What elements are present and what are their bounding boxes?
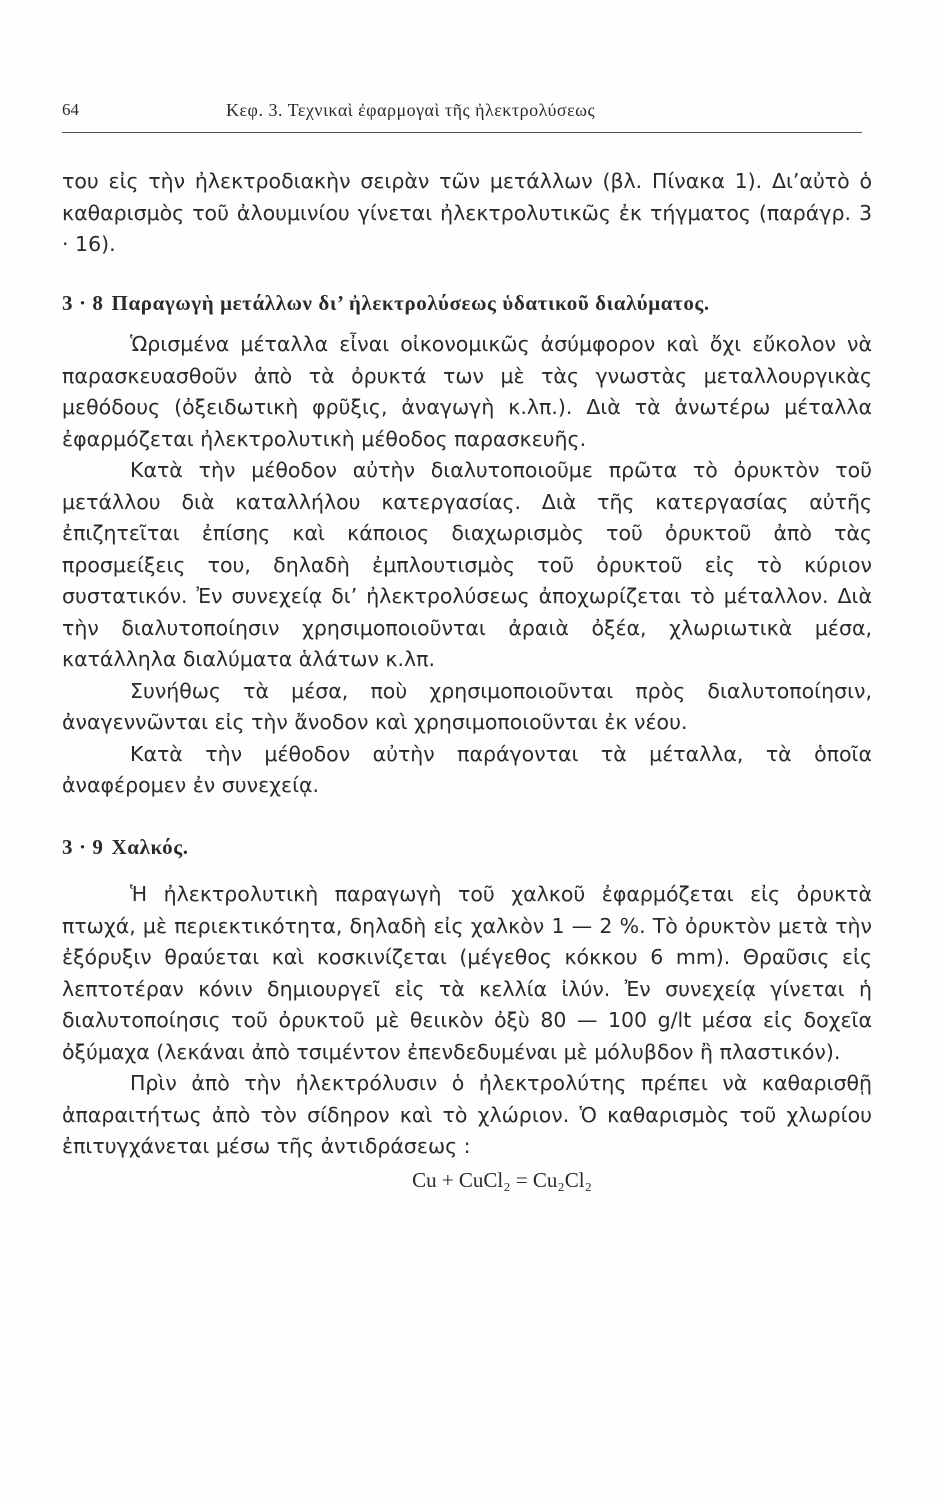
paragraph: Κατὰ τὴν μέθοδον αὐτὴν παράγονται τὰ μέταλλα, τὰ ὁποῖα ἀναφέρομεν ἐν συνεχείᾳ. bbox=[62, 741, 872, 797]
section-title: Χαλκός. bbox=[111, 834, 189, 859]
chemical-equation: Cu + CuCl₂ = Cu₂Cl₂ bbox=[412, 1167, 592, 1192]
page-number: 64 bbox=[62, 100, 79, 119]
section-number: 3 · 9 bbox=[62, 834, 104, 859]
section-title: Παραγωγὴ μετάλλων δι’ ἠλεκτρολύσεως ὑδατικοῦ διαλύματος. bbox=[111, 290, 710, 315]
running-header bbox=[62, 96, 862, 133]
paragraph: Κατὰ τὴν μέθοδον αὐτὴν διαλυτοποιοῦμε πρῶτα τὸ ὀρυκτὸν τοῦ μετάλλου διὰ καταλλήλου κατεργασίας. Διὰ τῆς κατεργασίας αὐτῆς ἐπιζητεῖται ἐπίσης καὶ κάποιος διαχωρισμὸς τοῦ ὀρυκτοῦ ἀπὸ τὰς προσμείξεις του, δηλαδὴ ἐμπλουτισμὸς τοῦ ὀρυκτοῦ εἰς τὸ κύριον συστατικόν. Ἐν συνεχείᾳ δι’ ἠλεκτρολύσεως ἀποχωρίζεται τὸ μέταλλον. Διὰ τὴν διαλυτοποίησιν χρησιμοποιοῦνται ἀραιὰ ὀξέα, χλωριωτικὰ μέσα, κατάλληλα διαλύματα ἁλάτων κ.λπ. bbox=[62, 458, 872, 671]
paragraph: Ἡ ἠλεκτρολυτικὴ παραγωγὴ τοῦ χαλκοῦ ἐφαρμόζεται εἰς ὀρυκτὰ πτωχά, μὲ περιεκτικότητα, δηλαδὴ εἰς χαλκὸν 1 — 2 %. Τὸ ὀρυκτὸν μετὰ τὴν ἐξόρυξιν θραύεται καὶ κοσκινίζεται (μέγεθος κόκκου 6 mm). Θραῦσις εἰς λεπτοτέραν κόνιν δημιουργεῖ εἰς τὰ κελλία ἰλύν. Ἐν συνεχείᾳ γίνεται ἡ διαλυτοποίησις τοῦ ὀρυκτοῦ μὲ θειικὸν ὀξὺ 80 — 100 g/lt μέσα εἰς δοχεῖα ὀξύμαχα (λεκάναι ἀπὸ τσιμέντον ἐπενδεδυμέναι μὲ μόλυβδον ἢ πλαστικόν). bbox=[62, 882, 872, 1064]
paragraph-continued: του εἰς τὴν ἠλεκτροδιακὴν σειρὰν τῶν μετάλλων (βλ. Πίνακα 1). Δι’αὐτὸ ὁ καθαρισμὸς τοῦ ἀλουμινίου γίνεται ἠλεκτρολυτικῶς ἐκ τήγματος (παράγρ. 3 · 16). bbox=[62, 169, 872, 256]
paragraph: Ὡρισμένα μέταλλα εἶναι οἰκονομικῶς ἀσύμφορον καὶ ὄχι εὔκολον νὰ παρασκευασθοῦν ἀπὸ τὰ ὀρυκτά των μὲ τὰς γνωστὰς μεταλλουργικὰς μεθόδους (ὀξειδωτικὴ φρῦξις, ἀναγωγὴ κ.λπ.). Διὰ τὰ ἀνωτέρω μέταλλα ἐφαρμόζεται ἠλεκτρολυτικὴ μέθοδος παρασκευῆς. bbox=[62, 332, 872, 451]
section-heading-3-8 bbox=[62, 288, 872, 320]
section-heading-3-9 bbox=[62, 832, 872, 864]
paragraph: Πρὶν ἀπὸ τὴν ἠλεκτρόλυσιν ὁ ἠλεκτρολύτης πρέπει νὰ καθαρισθῇ ἀπαραιτήτως ἀπὸ τὸν σίδηρον καὶ τὸ χλώριον. Ὁ καθαρισμὸς τοῦ χλωρίου ἐπιτυγχάνεται μέσω τῆς ἀντιδράσεως : bbox=[62, 1071, 872, 1158]
paragraph: Συνήθως τὰ μέσα, ποὺ χρησιμοποιοῦνται πρὸς διαλυτοποίησιν, ἀναγεννῶνται εἰς τὴν ἄνοδον καὶ χρησιμοποιοῦνται ἐκ νέου. bbox=[62, 678, 872, 734]
chapter-title: Κεφ. 3. Τεχνικαὶ ἐφαρμογαὶ τῆς ἠλεκτρολύσεως bbox=[226, 100, 596, 120]
body-text bbox=[62, 166, 872, 1196]
section-number: 3 · 8 bbox=[62, 290, 104, 315]
